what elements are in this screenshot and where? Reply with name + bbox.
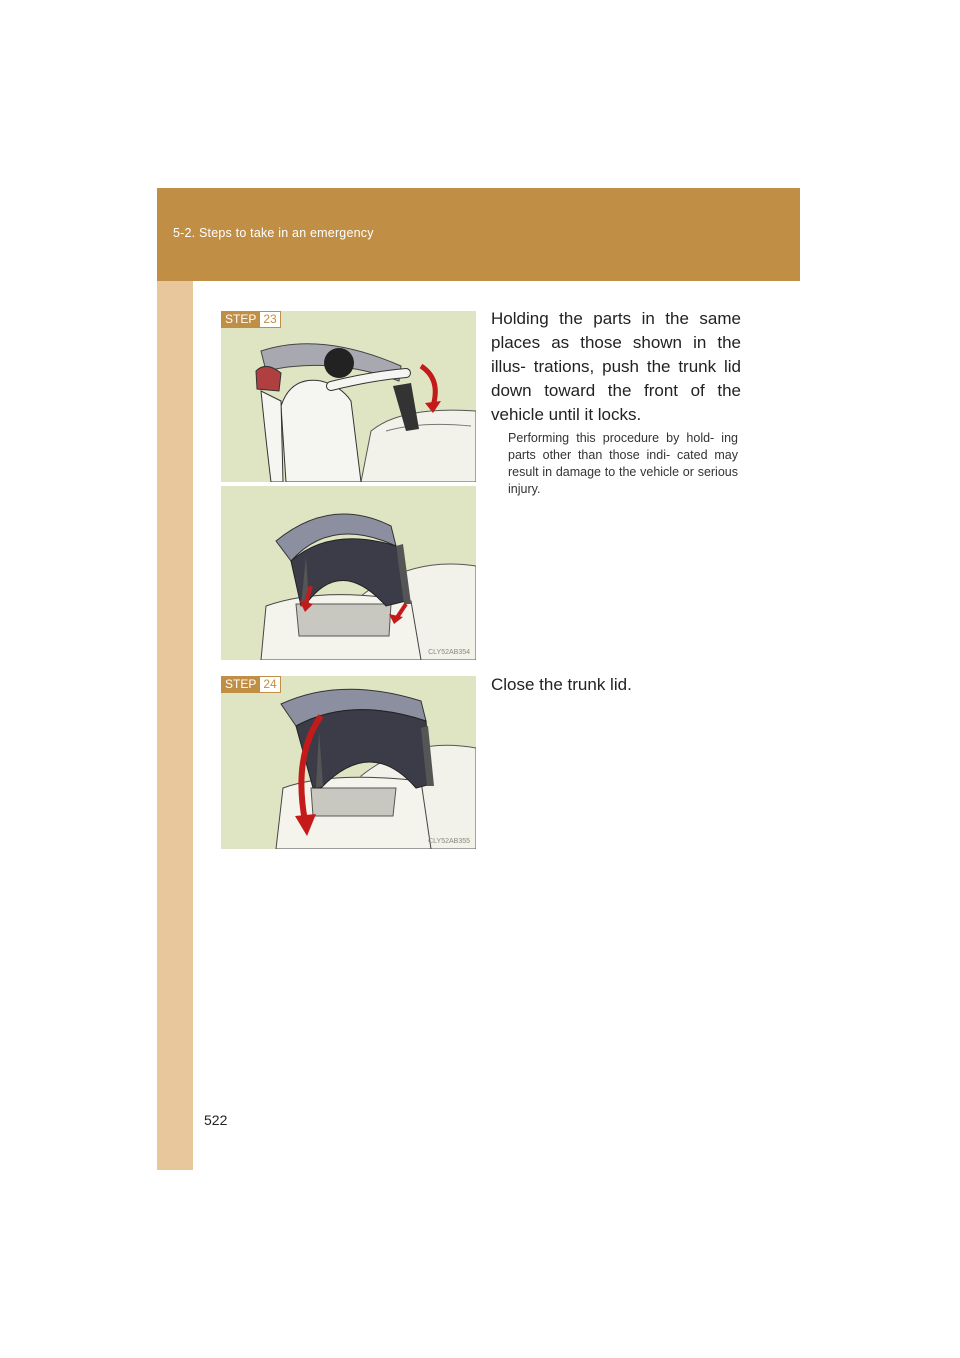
step-badge-number: 23: [259, 311, 280, 328]
section-header-title: 5-2. Steps to take in an emergency: [173, 226, 374, 240]
step-23-badge: [221, 311, 281, 328]
image-code: CLY52AB354: [428, 649, 470, 656]
step23-illustration-top: [221, 311, 476, 482]
step-24-badge: [221, 676, 281, 693]
step-badge-number: 24: [259, 676, 280, 693]
step23-illustration-bottom: [221, 486, 476, 660]
step24-instruction: Close the trunk lid.: [491, 675, 632, 694]
image-code: CLY52AB355: [428, 838, 470, 845]
side-margin-band: [157, 188, 193, 1170]
step-badge-label: STEP: [221, 311, 259, 328]
page-number: 522: [204, 1112, 228, 1128]
step24-illustration: [221, 676, 476, 849]
step23-note: Performing this procedure by hold- ing parts other than those indi- cated may result in damage to the vehicle or serious injury.: [508, 431, 738, 496]
step-badge-label: STEP: [221, 676, 259, 693]
step23-instruction: Holding the parts in the same places as those shown in the illus- trations, push the trunk lid down toward the front of the vehicle until it locks.: [491, 309, 741, 424]
